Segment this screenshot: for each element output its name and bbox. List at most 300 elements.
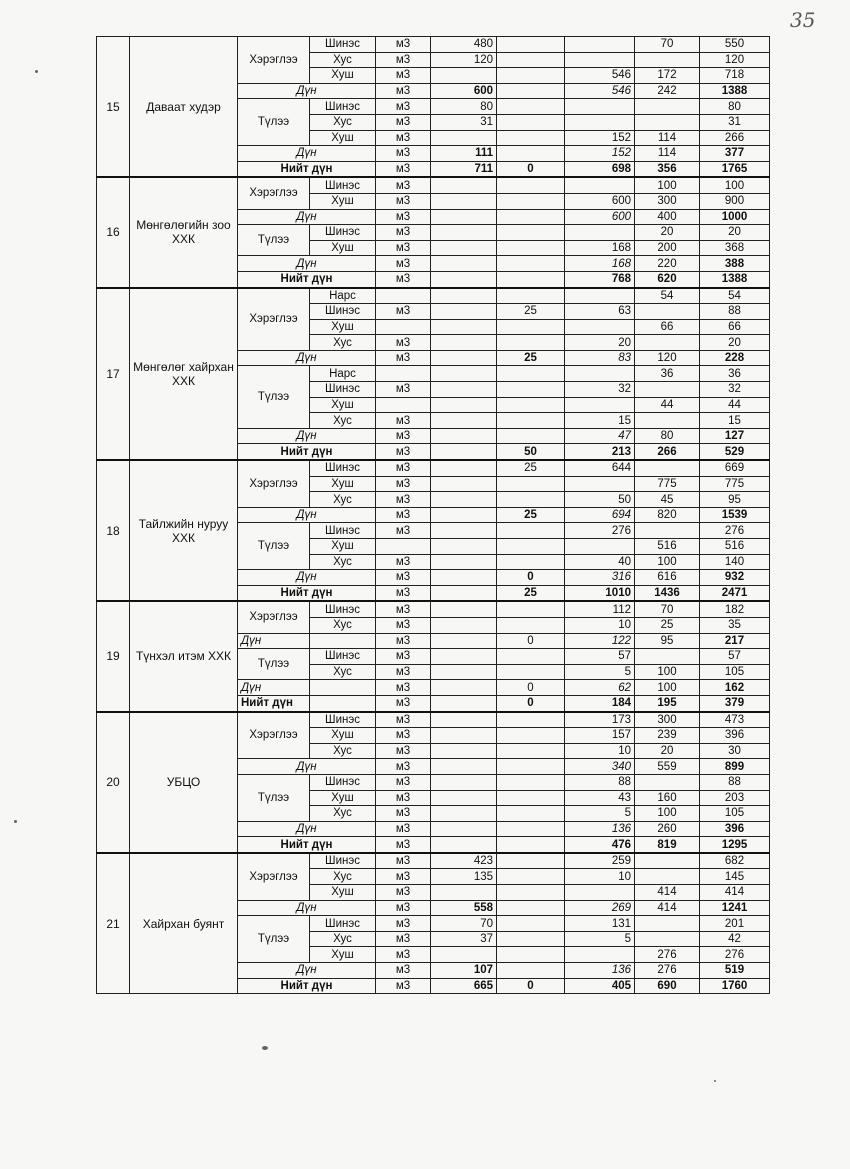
value-cell: 54 xyxy=(635,288,700,304)
entry-number: 18 xyxy=(97,460,130,601)
value-cell: 173 xyxy=(565,712,635,728)
value-cell: 25 xyxy=(497,585,565,601)
unit-cell: м3 xyxy=(376,256,431,272)
species-label: Хус xyxy=(310,617,376,633)
species-label: Хус xyxy=(310,743,376,759)
value-cell xyxy=(431,225,497,241)
value-cell xyxy=(431,759,497,775)
table-row xyxy=(97,37,770,53)
value-cell xyxy=(497,413,565,429)
value-cell xyxy=(431,539,497,555)
unit-cell: м3 xyxy=(376,947,431,963)
value-cell xyxy=(431,523,497,539)
value-cell: 107 xyxy=(431,963,497,979)
value-cell: 184 xyxy=(565,695,635,711)
unit-cell: м3 xyxy=(376,963,431,979)
total-cell: 377 xyxy=(700,146,770,162)
value-cell xyxy=(431,947,497,963)
subtotal-label: Дүн xyxy=(238,963,376,979)
total-cell: 31 xyxy=(700,114,770,130)
total-cell: 66 xyxy=(700,319,770,335)
total-cell: 105 xyxy=(700,664,770,680)
value-cell xyxy=(565,539,635,555)
species-label: Нарс xyxy=(310,366,376,382)
value-cell xyxy=(497,900,565,916)
value-cell xyxy=(431,335,497,351)
unit-cell: м3 xyxy=(376,916,431,932)
value-cell xyxy=(431,570,497,586)
value-cell xyxy=(497,523,565,539)
grand-total-label: Нийт дүн xyxy=(238,585,376,601)
value-cell xyxy=(565,114,635,130)
value-cell: 31 xyxy=(431,114,497,130)
value-cell: 25 xyxy=(497,304,565,320)
value-cell: 152 xyxy=(565,130,635,146)
value-cell: 152 xyxy=(565,146,635,162)
value-cell: 100 xyxy=(635,554,700,570)
table-row xyxy=(97,601,770,617)
value-cell: 25 xyxy=(635,617,700,633)
total-cell: 932 xyxy=(700,570,770,586)
value-cell: 480 xyxy=(431,37,497,53)
value-cell xyxy=(431,130,497,146)
total-cell: 718 xyxy=(700,68,770,84)
value-cell xyxy=(431,743,497,759)
value-cell xyxy=(497,821,565,837)
table-row xyxy=(97,712,770,728)
value-cell xyxy=(565,476,635,492)
value-cell: 111 xyxy=(431,146,497,162)
total-cell: 529 xyxy=(700,444,770,460)
value-cell: 820 xyxy=(635,507,700,523)
value-cell xyxy=(431,382,497,398)
value-cell: 600 xyxy=(565,193,635,209)
value-cell xyxy=(497,146,565,162)
total-cell: 44 xyxy=(700,397,770,413)
value-cell: 600 xyxy=(431,83,497,99)
subtotal-label: Дүн xyxy=(238,209,376,225)
total-cell: 669 xyxy=(700,460,770,476)
species-label: Шинэс xyxy=(310,225,376,241)
unit-cell: м3 xyxy=(376,225,431,241)
value-cell: 260 xyxy=(635,821,700,837)
value-cell xyxy=(635,304,700,320)
value-cell xyxy=(497,492,565,508)
total-cell: 54 xyxy=(700,288,770,304)
page-number: 35 xyxy=(790,8,816,32)
species-label: Шинэс xyxy=(310,460,376,476)
value-cell: 114 xyxy=(635,146,700,162)
value-cell xyxy=(431,712,497,728)
unit-cell: м3 xyxy=(376,68,431,84)
subtotal-label: Дүн xyxy=(238,83,376,99)
value-cell xyxy=(431,240,497,256)
value-cell xyxy=(431,271,497,287)
value-cell: 20 xyxy=(635,225,700,241)
value-cell: 100 xyxy=(635,680,700,696)
total-cell: 368 xyxy=(700,240,770,256)
total-cell: 1760 xyxy=(700,978,770,994)
value-cell: 5 xyxy=(565,664,635,680)
total-cell: 1295 xyxy=(700,837,770,853)
total-cell: 266 xyxy=(700,130,770,146)
value-cell: 32 xyxy=(565,382,635,398)
value-cell xyxy=(497,366,565,382)
value-cell: 768 xyxy=(565,271,635,287)
unit-cell: м3 xyxy=(376,712,431,728)
total-cell: 88 xyxy=(700,774,770,790)
value-cell: 95 xyxy=(635,633,700,649)
value-cell: 559 xyxy=(635,759,700,775)
unit-cell: м3 xyxy=(376,460,431,476)
total-cell: 473 xyxy=(700,712,770,728)
value-cell: 600 xyxy=(565,209,635,225)
value-cell: 5 xyxy=(565,931,635,947)
table-row xyxy=(97,288,770,304)
species-label: Хуш xyxy=(310,319,376,335)
value-cell xyxy=(497,476,565,492)
value-cell xyxy=(497,428,565,444)
value-cell: 131 xyxy=(565,916,635,932)
total-cell: 2471 xyxy=(700,585,770,601)
total-cell: 1539 xyxy=(700,507,770,523)
value-cell xyxy=(497,99,565,115)
unit-cell: м3 xyxy=(376,633,431,649)
value-cell: 40 xyxy=(565,554,635,570)
value-cell: 168 xyxy=(565,256,635,272)
value-cell: 50 xyxy=(497,444,565,460)
total-cell: 35 xyxy=(700,617,770,633)
species-label: Нарс xyxy=(310,288,376,304)
value-cell: 340 xyxy=(565,759,635,775)
value-cell xyxy=(431,695,497,711)
entry-number: 19 xyxy=(97,601,130,711)
value-cell xyxy=(497,68,565,84)
value-cell xyxy=(431,649,497,665)
section-label: Хэрэглээ xyxy=(238,177,310,209)
value-cell xyxy=(497,837,565,853)
total-cell: 516 xyxy=(700,539,770,555)
timber-volume-table xyxy=(96,36,770,994)
unit-cell: м3 xyxy=(376,428,431,444)
value-cell: 50 xyxy=(565,492,635,508)
unit-cell: м3 xyxy=(376,728,431,744)
species-label: Шинэс xyxy=(310,916,376,932)
value-cell xyxy=(497,225,565,241)
species-label: Хуш xyxy=(310,885,376,901)
value-cell: 172 xyxy=(635,68,700,84)
value-cell xyxy=(431,554,497,570)
value-cell xyxy=(497,193,565,209)
value-cell xyxy=(497,601,565,617)
value-cell: 45 xyxy=(635,492,700,508)
value-cell: 414 xyxy=(635,885,700,901)
value-cell: 269 xyxy=(565,900,635,916)
value-cell: 0 xyxy=(497,570,565,586)
value-cell: 88 xyxy=(565,774,635,790)
value-cell xyxy=(497,774,565,790)
species-label: Шинэс xyxy=(310,523,376,539)
section-label: Түлээ xyxy=(238,99,310,146)
value-cell: 644 xyxy=(565,460,635,476)
value-cell xyxy=(497,397,565,413)
value-cell: 423 xyxy=(431,853,497,869)
value-cell xyxy=(497,869,565,885)
unit-cell: м3 xyxy=(376,853,431,869)
value-cell: 100 xyxy=(635,177,700,193)
species-label: Хус xyxy=(310,335,376,351)
total-cell: 519 xyxy=(700,963,770,979)
value-cell xyxy=(565,366,635,382)
total-cell: 396 xyxy=(700,728,770,744)
value-cell xyxy=(431,633,497,649)
value-cell: 620 xyxy=(635,271,700,287)
value-cell: 694 xyxy=(565,507,635,523)
unit-cell: м3 xyxy=(376,476,431,492)
unit-cell: м3 xyxy=(376,114,431,130)
unit-cell: м3 xyxy=(376,680,431,696)
scan-speck xyxy=(714,1080,716,1082)
section-label: Хэрэглээ xyxy=(238,288,310,351)
species-label: Хус xyxy=(310,492,376,508)
value-cell xyxy=(497,539,565,555)
total-cell: 15 xyxy=(700,413,770,429)
total-cell: 414 xyxy=(700,885,770,901)
species-label: Хус xyxy=(310,869,376,885)
value-cell xyxy=(431,728,497,744)
value-cell xyxy=(431,193,497,209)
value-cell: 43 xyxy=(565,790,635,806)
value-cell xyxy=(635,335,700,351)
value-cell xyxy=(431,585,497,601)
value-cell: 356 xyxy=(635,161,700,177)
value-cell: 10 xyxy=(565,869,635,885)
unit-cell: м3 xyxy=(376,617,431,633)
value-cell: 20 xyxy=(565,335,635,351)
value-cell: 200 xyxy=(635,240,700,256)
total-cell: 145 xyxy=(700,869,770,885)
unit-cell: м3 xyxy=(376,240,431,256)
entry-number: 15 xyxy=(97,37,130,178)
subtotal-label: Дүн xyxy=(238,428,376,444)
value-cell: 239 xyxy=(635,728,700,744)
value-cell xyxy=(497,319,565,335)
total-cell: 20 xyxy=(700,225,770,241)
value-cell: 15 xyxy=(565,413,635,429)
value-cell xyxy=(565,288,635,304)
table-row xyxy=(97,177,770,193)
total-cell: 1000 xyxy=(700,209,770,225)
value-cell: 157 xyxy=(565,728,635,744)
total-cell: 900 xyxy=(700,193,770,209)
species-label: Хуш xyxy=(310,539,376,555)
total-cell: 201 xyxy=(700,916,770,932)
table-body xyxy=(97,37,770,994)
total-cell: 100 xyxy=(700,177,770,193)
value-cell xyxy=(565,319,635,335)
subtotal-label: Дүн xyxy=(238,821,376,837)
total-cell: 162 xyxy=(700,680,770,696)
company-name: Даваат худэр xyxy=(130,37,238,178)
species-label: Шинэс xyxy=(310,177,376,193)
value-cell xyxy=(497,664,565,680)
value-cell xyxy=(497,130,565,146)
value-cell: 276 xyxy=(565,523,635,539)
value-cell: 220 xyxy=(635,256,700,272)
value-cell: 37 xyxy=(431,931,497,947)
value-cell: 242 xyxy=(635,83,700,99)
company-name: УБЦО xyxy=(130,712,238,853)
value-cell xyxy=(497,52,565,68)
section-label: Хэрэглээ xyxy=(238,601,310,633)
value-cell xyxy=(431,664,497,680)
grand-total-label: Нийт дүн xyxy=(238,444,376,460)
unit-cell: м3 xyxy=(376,413,431,429)
value-cell xyxy=(431,806,497,822)
total-cell: 276 xyxy=(700,523,770,539)
value-cell xyxy=(497,382,565,398)
value-cell xyxy=(497,947,565,963)
total-cell: 105 xyxy=(700,806,770,822)
value-cell xyxy=(565,52,635,68)
value-cell: 300 xyxy=(635,193,700,209)
scan-speck xyxy=(262,1046,268,1050)
species-label: Шинэс xyxy=(310,99,376,115)
value-cell xyxy=(497,83,565,99)
value-cell xyxy=(497,288,565,304)
value-cell: 70 xyxy=(635,37,700,53)
value-cell xyxy=(497,963,565,979)
value-cell: 405 xyxy=(565,978,635,994)
value-cell xyxy=(431,350,497,366)
empty-cell xyxy=(310,633,376,649)
unit-cell: м3 xyxy=(376,790,431,806)
species-label: Хуш xyxy=(310,193,376,209)
value-cell: 63 xyxy=(565,304,635,320)
value-cell: 0 xyxy=(497,695,565,711)
company-name: Хайрхан буянт xyxy=(130,853,238,994)
species-label: Хуш xyxy=(310,130,376,146)
value-cell xyxy=(431,790,497,806)
value-cell: 44 xyxy=(635,397,700,413)
species-label: Хуш xyxy=(310,240,376,256)
section-label: Хэрэглээ xyxy=(238,460,310,507)
total-cell: 140 xyxy=(700,554,770,570)
unit-cell: м3 xyxy=(376,743,431,759)
unit-cell: м3 xyxy=(376,523,431,539)
species-label: Хус xyxy=(310,114,376,130)
total-cell: 32 xyxy=(700,382,770,398)
subtotal-label: Дүн xyxy=(238,570,376,586)
value-cell: 47 xyxy=(565,428,635,444)
value-cell xyxy=(497,617,565,633)
value-cell xyxy=(431,680,497,696)
value-cell: 819 xyxy=(635,837,700,853)
entry-number: 20 xyxy=(97,712,130,853)
total-cell: 1241 xyxy=(700,900,770,916)
value-cell: 476 xyxy=(565,837,635,853)
unit-cell: м3 xyxy=(376,146,431,162)
value-cell xyxy=(497,916,565,932)
value-cell xyxy=(565,397,635,413)
unit-cell: м3 xyxy=(376,507,431,523)
value-cell xyxy=(497,114,565,130)
value-cell xyxy=(497,853,565,869)
value-cell xyxy=(431,601,497,617)
value-cell xyxy=(431,837,497,853)
section-label: Түлээ xyxy=(238,523,310,570)
unit-cell: м3 xyxy=(376,193,431,209)
value-cell: 213 xyxy=(565,444,635,460)
value-cell: 80 xyxy=(635,428,700,444)
unit-cell: м3 xyxy=(376,492,431,508)
total-cell: 30 xyxy=(700,743,770,759)
value-cell: 66 xyxy=(635,319,700,335)
value-cell: 20 xyxy=(635,743,700,759)
value-cell xyxy=(431,209,497,225)
subtotal-label: Дүн xyxy=(238,146,376,162)
unit-cell: м3 xyxy=(376,161,431,177)
value-cell xyxy=(431,397,497,413)
species-label: Хус xyxy=(310,413,376,429)
section-label: Түлээ xyxy=(238,366,310,428)
grand-total-label: Нийт дүн xyxy=(238,695,310,711)
value-cell: 62 xyxy=(565,680,635,696)
value-cell: 0 xyxy=(497,633,565,649)
value-cell: 114 xyxy=(635,130,700,146)
value-cell: 100 xyxy=(635,806,700,822)
value-cell: 70 xyxy=(635,601,700,617)
unit-cell xyxy=(376,319,431,335)
value-cell xyxy=(497,806,565,822)
section-label: Түлээ xyxy=(238,225,310,256)
entry-number: 16 xyxy=(97,177,130,287)
value-cell: 80 xyxy=(431,99,497,115)
subtotal-label: Дүн xyxy=(238,256,376,272)
value-cell xyxy=(431,413,497,429)
section-label: Хэрэглээ xyxy=(238,37,310,84)
species-label: Хус xyxy=(310,554,376,570)
value-cell xyxy=(635,413,700,429)
value-cell xyxy=(635,853,700,869)
unit-cell: м3 xyxy=(376,900,431,916)
value-cell xyxy=(497,743,565,759)
section-label: Хэрэглээ xyxy=(238,853,310,900)
total-cell: 276 xyxy=(700,947,770,963)
section-label: Түлээ xyxy=(238,916,310,963)
value-cell: 195 xyxy=(635,695,700,711)
value-cell: 25 xyxy=(497,507,565,523)
species-label: Шинэс xyxy=(310,649,376,665)
value-cell: 10 xyxy=(565,617,635,633)
total-cell: 775 xyxy=(700,476,770,492)
value-cell xyxy=(497,728,565,744)
value-cell xyxy=(431,492,497,508)
value-cell xyxy=(635,99,700,115)
unit-cell: м3 xyxy=(376,649,431,665)
unit-cell: м3 xyxy=(376,83,431,99)
value-cell: 70 xyxy=(431,916,497,932)
species-label: Хуш xyxy=(310,476,376,492)
grand-total-label: Нийт дүн xyxy=(238,837,376,853)
value-cell xyxy=(431,319,497,335)
value-cell xyxy=(431,885,497,901)
unit-cell: м3 xyxy=(376,271,431,287)
total-cell: 80 xyxy=(700,99,770,115)
empty-cell xyxy=(310,695,376,711)
value-cell: 516 xyxy=(635,539,700,555)
species-label: Шинэс xyxy=(310,712,376,728)
